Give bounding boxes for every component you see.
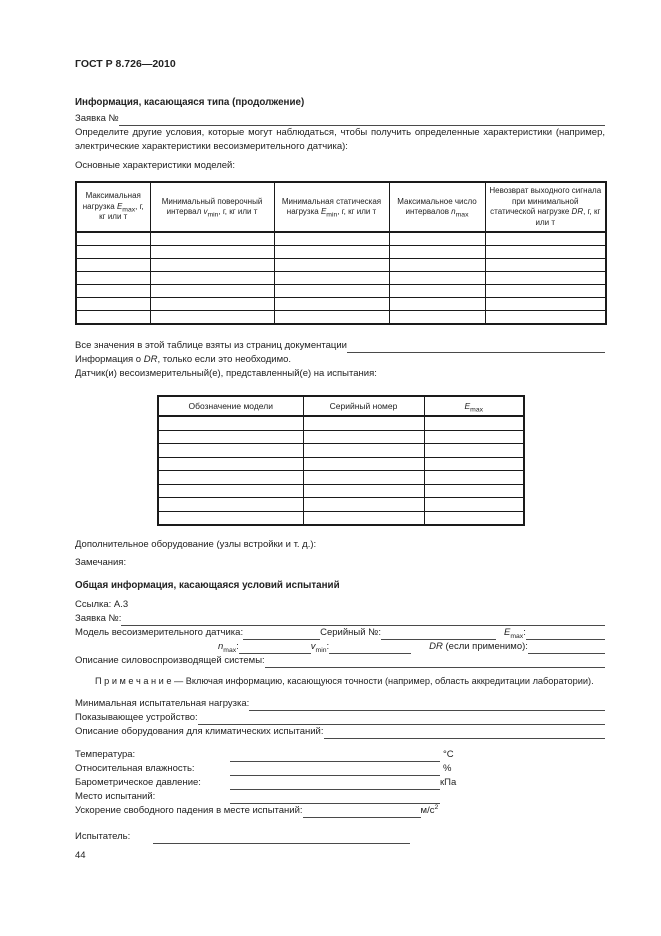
values-source-label: Все значения в этой таблице взяты из страниц документации [75, 340, 347, 351]
models-table-caption: Основные характеристики моделей: [75, 160, 235, 171]
gravity-unit: $м/с^2$ [420, 803, 439, 816]
humidity-line [75, 762, 605, 776]
force-system-line [75, 654, 605, 668]
temperature-line [75, 748, 605, 762]
sensors-caption: Датчик(и) весоизмерительный(е), представленный(е) на испытания: [75, 368, 377, 379]
table-row [158, 444, 524, 458]
nmax-vmin-dr-line [218, 640, 605, 654]
gravity-blank [303, 805, 421, 818]
models-table-header-dr: Невозврат выходного сигнала при минимальной статической нагрузке DR, г, кг или т [485, 182, 606, 232]
conditions-paragraph: Определите другие условия, которые могут наблюдаться, чтобы получить определенные характеристики (например, электрические характеристики весоизмерительного датчика): [75, 127, 605, 152]
sensors-table [157, 395, 525, 526]
section-title-test-conditions: Общая информация, касающаяся условий испытаний [75, 580, 340, 591]
indicating-device-blank [198, 712, 605, 725]
table-row [158, 416, 524, 430]
application-number-label-2: Заявка №: [75, 612, 122, 624]
sensor-model-line [75, 626, 605, 640]
nmax-label: $n_{max}$: [218, 640, 239, 654]
table-row [158, 430, 524, 444]
indicating-device-label: Показывающее устройство: [75, 712, 198, 723]
pressure-line [75, 776, 605, 790]
table-row [76, 272, 606, 285]
page-number: 44 [75, 850, 86, 861]
sensors-table-header-serial: Серийный номер [303, 396, 424, 416]
table-row [76, 298, 606, 311]
gravity-label: Ускорение свободного падения в месте испытаний: [75, 805, 303, 816]
table-row [158, 471, 524, 485]
force-system-blank [265, 655, 605, 668]
climatic-equipment-label: Описание оборудования для климатических испытаний: [75, 726, 324, 737]
indicating-device-line [75, 711, 605, 725]
climatic-equipment-line [75, 725, 605, 739]
humidity-blank [230, 763, 440, 776]
standard-code: ГОСТ Р 8.726—2010 [75, 58, 176, 70]
sensors-table-header-model: Обозначение модели [158, 396, 303, 416]
tester-label: Испытатель: [75, 831, 131, 842]
test-place-blank [230, 791, 440, 804]
application-number-label: Заявка № [75, 113, 119, 124]
sensors-table-header-row [158, 396, 524, 416]
nmax-blank [239, 641, 311, 654]
humidity-unit: % [443, 763, 452, 774]
table-row [158, 484, 524, 498]
sensor-model-label: Модель весоизмерительного датчика: [75, 626, 244, 638]
tester-blank [153, 831, 410, 844]
note-label: П р и м е ч а н и е [95, 675, 172, 686]
table-row [76, 285, 606, 298]
remarks-label: Замечания: [75, 557, 127, 568]
section-title-type-info: Информация, касающаяся типа (продолжение) [75, 97, 305, 108]
sensors-table-header-emax: $E_{max}$ [424, 396, 524, 416]
vmin-blank [329, 641, 411, 654]
note-paragraph [75, 675, 605, 689]
vmin-label: $v_{min}$: [310, 640, 330, 654]
humidity-label: Относительная влажность: [75, 763, 195, 774]
table-row [158, 498, 524, 512]
serial-number-label: Серийный №: [320, 626, 382, 638]
values-source-blank [347, 340, 605, 353]
table-row [76, 246, 606, 259]
tester-line [75, 830, 605, 844]
table-row [158, 457, 524, 471]
test-place-line [75, 790, 605, 804]
application-number-line [75, 112, 605, 126]
min-test-load-blank [249, 698, 605, 711]
pressure-blank [230, 777, 440, 790]
min-test-load-label: Минимальная испытательная нагрузка: [75, 698, 250, 709]
models-table-header-emax: Максимальная нагрузка $E_{max}$, г, кг или т [76, 182, 150, 232]
application-number-blank-2 [121, 613, 605, 626]
dr-note-line: Информация о DR, только если это необходимо. [75, 354, 292, 365]
climatic-equipment-blank [324, 726, 606, 739]
reference-label: Ссылка: А.3 [75, 599, 129, 610]
models-table-header-nmax: Максимальное число интервалов $n_{max}$ [389, 182, 485, 232]
dr-label: DR (если применимо): [429, 640, 528, 652]
min-test-load-line [75, 697, 605, 711]
test-place-label: Место испытаний: [75, 791, 156, 802]
emax-label: $E_{max}$: [504, 626, 526, 640]
table-row [158, 511, 524, 525]
models-table-header-row [76, 182, 606, 232]
values-source-line [75, 339, 605, 353]
additional-equipment-label: Дополнительное оборудование (узлы встройки и т. д.): [75, 539, 317, 550]
note-text: — Включая информацию, касающуюся точности (например, область аккредитации лаборатории). [171, 675, 594, 686]
sensor-model-blank [243, 627, 320, 640]
application-number-blank [119, 113, 605, 126]
dr-blank [528, 641, 605, 654]
force-system-label: Описание силовоспроизводящей системы: [75, 654, 265, 666]
pressure-label: Барометрическое давление: [75, 777, 201, 788]
temperature-blank [230, 749, 440, 762]
table-row [76, 259, 606, 272]
table-row [76, 311, 606, 325]
models-table-header-vmin: Минимальный поверочный интервал $v_{min}$, г, кг или т [150, 182, 274, 232]
gravity-line [75, 804, 605, 818]
models-characteristics-table [75, 181, 607, 325]
serial-number-blank [381, 627, 496, 640]
application-number-line-2 [75, 612, 605, 626]
models-table-header-emin: Минимальная статическая нагрузка $E_{min}$, г, кг или т [274, 182, 389, 232]
temperature-unit: °С [443, 749, 454, 760]
emax-blank [526, 627, 605, 640]
temperature-label: Температура: [75, 749, 136, 760]
pressure-unit: кПа [440, 777, 457, 788]
table-row [76, 232, 606, 246]
